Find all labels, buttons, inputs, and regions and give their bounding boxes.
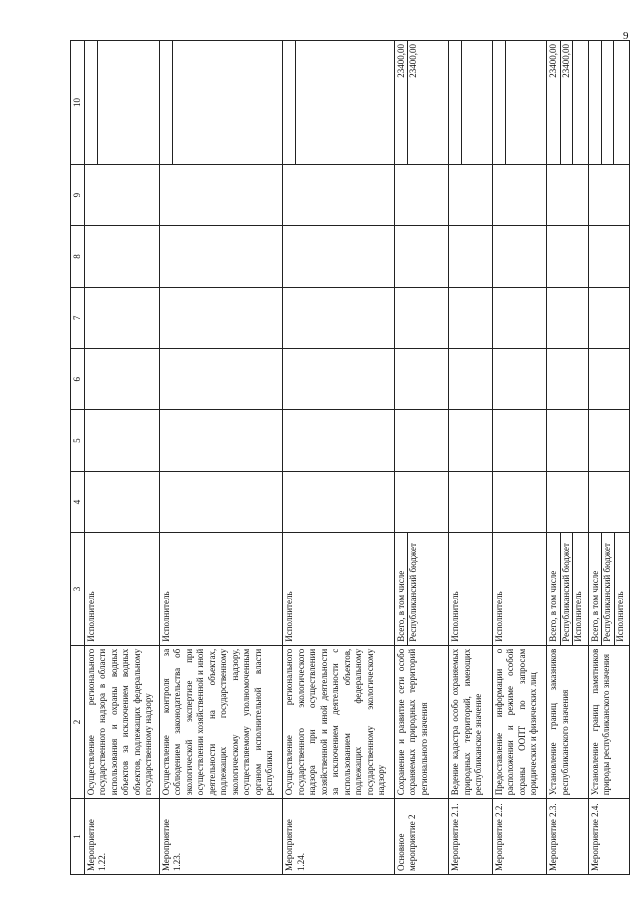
empty-cell-col-7 — [449, 287, 493, 348]
funding-source-cell — [159, 533, 282, 646]
funding-source-cell — [492, 533, 546, 646]
empty-cell-col-8 — [492, 226, 546, 287]
table-row — [449, 41, 493, 875]
table-row — [492, 41, 546, 875]
amount-value — [161, 41, 173, 164]
amount-cell — [394, 41, 448, 165]
funding-source: Исполнитель — [450, 591, 461, 642]
column-number-8: 8 — [71, 226, 85, 287]
amount-value: 23400,00 — [548, 41, 561, 164]
rotated-table-sheet — [70, 40, 630, 875]
empty-cell-col-6 — [84, 349, 159, 410]
measure-name: Установление границ памятников природы республиканского значения — [588, 645, 629, 798]
empty-cell-col-5 — [588, 410, 629, 471]
amount-value — [173, 41, 184, 164]
empty-cell-col-5 — [84, 410, 159, 471]
measure-id: Мероприятие 1.22. — [84, 799, 159, 875]
empty-cell-col-8 — [283, 226, 394, 287]
empty-cell-col-9 — [84, 164, 159, 225]
empty-cell-col-8 — [547, 226, 588, 287]
measure-id: Мероприятие 2.2. — [492, 799, 546, 875]
amount-value: 23400,00 — [408, 44, 419, 78]
empty-cell-col-4 — [588, 471, 629, 532]
empty-cell-col-8 — [84, 226, 159, 287]
table-row — [394, 41, 448, 875]
empty-cell-col-4 — [547, 471, 588, 532]
funding-source: Исполнитель — [160, 591, 171, 642]
empty-cell-col-7 — [492, 287, 546, 348]
empty-cell-col-8 — [159, 226, 282, 287]
table-row — [159, 41, 282, 875]
empty-cell-col-5 — [394, 410, 448, 471]
amount-cell — [84, 41, 159, 165]
measure-name: Предоставление информации о расположении и режиме особой охраны ООПТ по запросам юридических и физических лиц — [492, 645, 546, 798]
measure-id: Мероприятие 1.24. — [283, 799, 394, 875]
amount-value — [86, 41, 98, 164]
funding-source: Исполнитель — [493, 591, 504, 642]
empty-cell-col-5 — [449, 410, 493, 471]
measure-name: Осуществление регионального государственного надзора в области использования и охраны водных объектов за исключением водных объектов, подлежащих федеральному государственному надзору — [84, 645, 159, 798]
column-number-3: 3 — [71, 533, 85, 646]
funding-source: Республиканский бюджет — [561, 533, 574, 645]
measure-id: Мероприятие 2.4. — [588, 799, 629, 875]
empty-cell-col-4 — [492, 471, 546, 532]
column-number-9: 9 — [71, 164, 85, 225]
column-number-5: 5 — [71, 410, 85, 471]
amount-cell — [449, 41, 493, 165]
empty-cell-col-5 — [547, 410, 588, 471]
table-row — [283, 41, 394, 875]
amount-value — [284, 41, 296, 164]
amount-value — [450, 41, 462, 164]
empty-cell-col-9 — [588, 164, 629, 225]
empty-cell-col-6 — [547, 349, 588, 410]
empty-cell-col-9 — [492, 164, 546, 225]
funding-source-cell — [449, 533, 493, 646]
amount-value — [462, 41, 473, 164]
column-number-2: 2 — [71, 645, 85, 798]
amount-value: 23400,00 — [396, 41, 409, 164]
column-number-1: 1 — [71, 799, 85, 875]
amount-cell — [492, 41, 546, 165]
amount-value — [98, 41, 109, 164]
amount-value — [494, 41, 506, 164]
empty-cell-col-8 — [449, 226, 493, 287]
measures-table — [70, 40, 630, 875]
funding-source-cell — [283, 533, 394, 646]
empty-cell-col-4 — [394, 471, 448, 532]
measure-id: Мероприятие 2.3. — [547, 799, 588, 875]
column-number-4: 4 — [71, 471, 85, 532]
measure-id: Основное мероприятие 2 — [394, 799, 448, 875]
column-number-10: 10 — [71, 41, 85, 165]
measure-name: Осуществление регионального государственного экологического надзора при осуществлении хозяйственной и иной деятельности за исключением деятельности с использованием объектов, подлежащих федеральному государственному экологическому надзору — [283, 645, 394, 798]
measure-name: Ведение кадастра особо охраняемых природных территорий, имеющих республиканское значение — [449, 645, 493, 798]
empty-cell-col-5 — [492, 410, 546, 471]
amount-cell — [547, 41, 588, 165]
empty-cell-col-7 — [547, 287, 588, 348]
measure-name: Осуществление контроля за соблюдением законодательства об экологической экспертизе при осуществлении хозяйственной и иной деятельности на объектах, подлежащих государственному экологическому надзору, осуществляемому уполномоченным органом исполнительной власти республики — [159, 645, 282, 798]
funding-source: Всего, в том числе — [396, 533, 409, 645]
amount-value — [506, 41, 517, 164]
empty-cell-col-9 — [449, 164, 493, 225]
empty-cell-col-5 — [283, 410, 394, 471]
empty-cell-col-6 — [394, 349, 448, 410]
funding-source: Исполнитель — [573, 591, 584, 642]
funding-source-cell — [84, 533, 159, 646]
amount-value — [573, 41, 584, 164]
funding-source-cell — [588, 533, 629, 646]
amount-value — [590, 41, 602, 164]
funding-source: Исполнитель — [284, 591, 295, 642]
measure-id: Мероприятие 2.1. — [449, 799, 493, 875]
empty-cell-col-6 — [159, 349, 282, 410]
amount-value: 23400,00 — [561, 41, 574, 164]
table-row — [84, 41, 159, 875]
empty-cell-col-6 — [492, 349, 546, 410]
amount-value — [296, 41, 307, 164]
funding-source: Всего, в том числе — [548, 533, 561, 645]
page-number: 9 — [623, 30, 629, 42]
empty-cell-col-4 — [84, 471, 159, 532]
amount-cell — [159, 41, 282, 165]
amount-value — [602, 41, 614, 164]
empty-cell-col-6 — [449, 349, 493, 410]
empty-cell-col-5 — [159, 410, 282, 471]
funding-source: Исполнитель — [614, 591, 625, 642]
funding-source: Всего, в том числе — [590, 533, 603, 645]
empty-cell-col-7 — [283, 287, 394, 348]
table-row — [588, 41, 629, 875]
empty-cell-col-7 — [84, 287, 159, 348]
empty-cell-col-4 — [449, 471, 493, 532]
header-row — [71, 41, 85, 875]
table-row — [547, 41, 588, 875]
empty-cell-col-7 — [588, 287, 629, 348]
empty-cell-col-8 — [588, 226, 629, 287]
empty-cell-col-6 — [283, 349, 394, 410]
measure-id: Мероприятие 1.23. — [159, 799, 282, 875]
funding-source-cell — [547, 533, 588, 646]
empty-cell-col-7 — [159, 287, 282, 348]
column-number-6: 6 — [71, 349, 85, 410]
amount-value — [614, 41, 625, 164]
funding-source-cell — [394, 533, 448, 646]
empty-cell-col-4 — [159, 471, 282, 532]
empty-cell-col-9 — [159, 164, 282, 225]
empty-cell-col-9 — [547, 164, 588, 225]
funding-source: Республиканский бюджет — [602, 533, 615, 645]
empty-cell-col-7 — [394, 287, 448, 348]
empty-cell-col-6 — [588, 349, 629, 410]
empty-cell-col-8 — [394, 226, 448, 287]
measure-name: Сохранение и развитие сети особо охраняемых природных территорий регионального значения — [394, 645, 448, 798]
amount-cell — [588, 41, 629, 165]
amount-cell — [283, 41, 394, 165]
empty-cell-col-9 — [283, 164, 394, 225]
empty-cell-col-4 — [283, 471, 394, 532]
funding-source: Республиканский бюджет — [408, 543, 419, 642]
funding-source: Исполнитель — [85, 591, 96, 642]
column-number-7: 7 — [71, 287, 85, 348]
measure-name: Установление границ заказников республиканского значения — [547, 645, 588, 798]
empty-cell-col-9 — [394, 164, 448, 225]
